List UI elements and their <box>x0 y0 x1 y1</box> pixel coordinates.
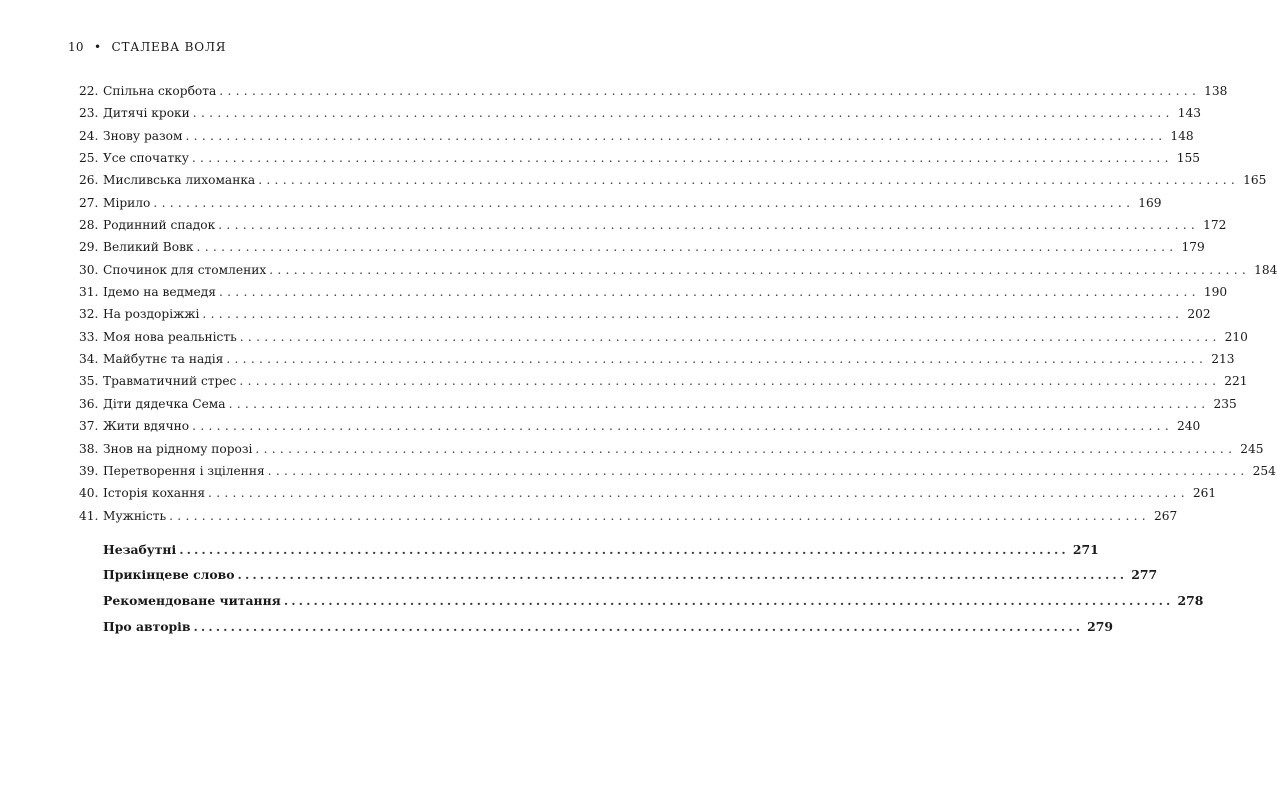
chapter-title: Мірило <box>103 195 151 210</box>
dot-leader: ........................................................................................................................ <box>192 106 1174 121</box>
toc-entry <box>79 396 1237 419</box>
book-title: СТАЛЕВА ВОЛЯ <box>111 40 227 54</box>
chapter-title: Мисливська лихоманка <box>103 173 256 188</box>
chapter-number: 23. <box>79 106 99 121</box>
dot-leader: ........................................................................................................................ <box>218 218 1200 233</box>
page-ref: 271 <box>1072 541 1099 557</box>
toc-entry <box>79 352 1235 374</box>
dot-leader: ........................................................................................................................ <box>193 618 1084 634</box>
dot-leader: ........................................................................................................................ <box>202 307 1184 322</box>
dot-leader: ........................................................................................................................ <box>239 374 1221 389</box>
page-ref: 165 <box>1243 173 1267 188</box>
chapter-number: 24. <box>79 128 99 143</box>
chapter-title: Діти дядечка Сема <box>103 396 226 411</box>
toc-entry <box>79 307 1211 329</box>
chapter-number: 36. <box>79 396 99 411</box>
back-matter-list <box>79 541 1204 644</box>
chapter-title: Родинний спадок <box>103 218 216 233</box>
dot-leader: ........................................................................................................................ <box>191 151 1173 166</box>
chapter-number: 31. <box>79 285 99 300</box>
chapter-number: 28. <box>79 218 99 233</box>
dot-leader: ........................................................................................................................ <box>283 593 1174 609</box>
chapter-number: 30. <box>79 262 99 277</box>
page-ref: 267 <box>1153 508 1178 523</box>
chapter-number: 35. <box>79 374 99 389</box>
toc-entry <box>79 151 1201 173</box>
dot-leader: ........................................................................................................................ <box>219 84 1201 98</box>
dot-leader: ........................................................................................................................ <box>179 541 1069 557</box>
section-title: Рекомендоване читання <box>103 593 281 609</box>
section-title: Прикінцеве слово <box>103 567 235 583</box>
page-number: 10 <box>68 40 84 54</box>
page-ref: 279 <box>1087 618 1114 634</box>
toc-entry <box>79 463 1276 486</box>
page-ref: 221 <box>1224 374 1248 389</box>
toc-entry <box>79 218 1227 240</box>
chapter-title: Знову разом <box>103 128 183 143</box>
table-of-contents <box>79 84 1277 644</box>
toc-entry <box>79 329 1248 352</box>
chapter-title: Великий Вовк <box>103 240 194 255</box>
toc-entry <box>79 374 1248 396</box>
toc-entry <box>79 541 1099 568</box>
chapter-title: Історія кохання <box>103 486 206 501</box>
page-ref: 172 <box>1203 218 1227 233</box>
chapter-title: Знов на рідному порозі <box>103 441 253 456</box>
toc-entry <box>79 508 1178 531</box>
chapter-number: 25. <box>79 151 99 166</box>
toc-entry <box>79 419 1201 441</box>
toc-entry <box>79 262 1277 285</box>
chapter-title: Мужність <box>103 508 167 523</box>
dot-leader: ........................................................................................................................ <box>226 352 1208 367</box>
page-ref: 202 <box>1187 307 1211 322</box>
toc-entry <box>79 106 1201 128</box>
page-ref: 179 <box>1181 240 1205 255</box>
chapter-number: 39. <box>79 463 99 478</box>
chapter-number: 32. <box>79 307 99 322</box>
chapter-title: Спочинок для стомлених <box>103 262 267 277</box>
dot-leader: ........................................................................................................................ <box>169 508 1150 523</box>
chapter-number: 41. <box>79 508 99 523</box>
dot-leader: ........................................................................................................................ <box>185 128 1167 143</box>
dot-leader: ........................................................................................................................ <box>192 419 1174 434</box>
toc-entry <box>79 285 1228 307</box>
toc-entry <box>79 618 1114 645</box>
toc-entry <box>79 441 1264 464</box>
page-ref: 210 <box>1224 329 1248 344</box>
page-ref: 190 <box>1203 285 1228 300</box>
toc-entry <box>79 486 1217 508</box>
toc-entry <box>79 240 1205 262</box>
page-ref: 261 <box>1192 486 1217 501</box>
dot-leader: ........................................................................................................................ <box>153 195 1135 210</box>
chapter-number: 34. <box>79 352 99 367</box>
page-ref: 148 <box>1170 128 1194 143</box>
running-head <box>68 40 226 54</box>
chapter-title: Дитячі кроки <box>103 106 190 121</box>
page-ref: 169 <box>1138 195 1162 210</box>
page-ref: 277 <box>1131 567 1158 583</box>
dot-leader: ........................................................................................................................ <box>196 240 1178 255</box>
dot-leader: ........................................................................................................................ <box>218 285 1200 300</box>
chapter-number: 38. <box>79 441 99 456</box>
page-ref: 138 <box>1204 84 1228 98</box>
chapter-title: Перетворення і зцілення <box>103 463 265 478</box>
bullet-separator: • <box>94 40 102 54</box>
chapter-number: 29. <box>79 240 99 255</box>
chapter-number: 22. <box>79 84 99 98</box>
chapter-number: 33. <box>79 329 99 344</box>
toc-entry <box>79 567 1158 593</box>
chapter-number: 26. <box>79 173 99 188</box>
toc-entry <box>79 173 1267 195</box>
chapter-title: Травматичний стрес <box>103 374 237 389</box>
chapter-title: Моя нова реальність <box>103 329 237 344</box>
chapter-title: Спільна скорбота <box>103 84 217 98</box>
toc-entry <box>79 84 1228 106</box>
dot-leader: ........................................................................................................................ <box>269 262 1251 277</box>
page-ref: 213 <box>1211 352 1235 367</box>
dot-leader: ........................................................................................................................ <box>237 567 1128 583</box>
chapter-number: 27. <box>79 195 99 210</box>
page-ref: 245 <box>1240 441 1264 456</box>
chapter-title: Ідемо на ведмедя <box>103 285 216 300</box>
dot-leader: ........................................................................................................................ <box>267 463 1249 478</box>
page-ref: 278 <box>1177 593 1204 609</box>
chapter-title: Жити вдячно <box>103 419 190 434</box>
chapter-title: Усе спочатку <box>103 151 189 166</box>
page-ref: 184 <box>1254 262 1277 277</box>
section-title: Незабутні <box>103 541 177 557</box>
chapter-list <box>79 84 1277 531</box>
page-ref: 143 <box>1177 106 1201 121</box>
dot-leader: ........................................................................................................................ <box>258 173 1240 188</box>
toc-entry <box>79 128 1194 151</box>
chapter-title: На роздоріжжі <box>103 307 200 322</box>
chapter-number: 40. <box>79 486 99 501</box>
page-ref: 235 <box>1213 396 1237 411</box>
page-ref: 254 <box>1252 463 1276 478</box>
toc-entry <box>79 593 1204 619</box>
section-title: Про авторів <box>103 618 191 634</box>
dot-leader: ........................................................................................................................ <box>255 441 1237 456</box>
dot-leader: ........................................................................................................................ <box>208 486 1189 501</box>
page-ref: 155 <box>1176 151 1201 166</box>
page-ref: 240 <box>1177 419 1201 434</box>
chapter-number: 37. <box>79 419 99 434</box>
dot-leader: ........................................................................................................................ <box>228 396 1210 411</box>
dot-leader: ........................................................................................................................ <box>239 329 1221 344</box>
toc-entry <box>79 195 1162 218</box>
chapter-title: Майбутнє та надія <box>103 352 224 367</box>
